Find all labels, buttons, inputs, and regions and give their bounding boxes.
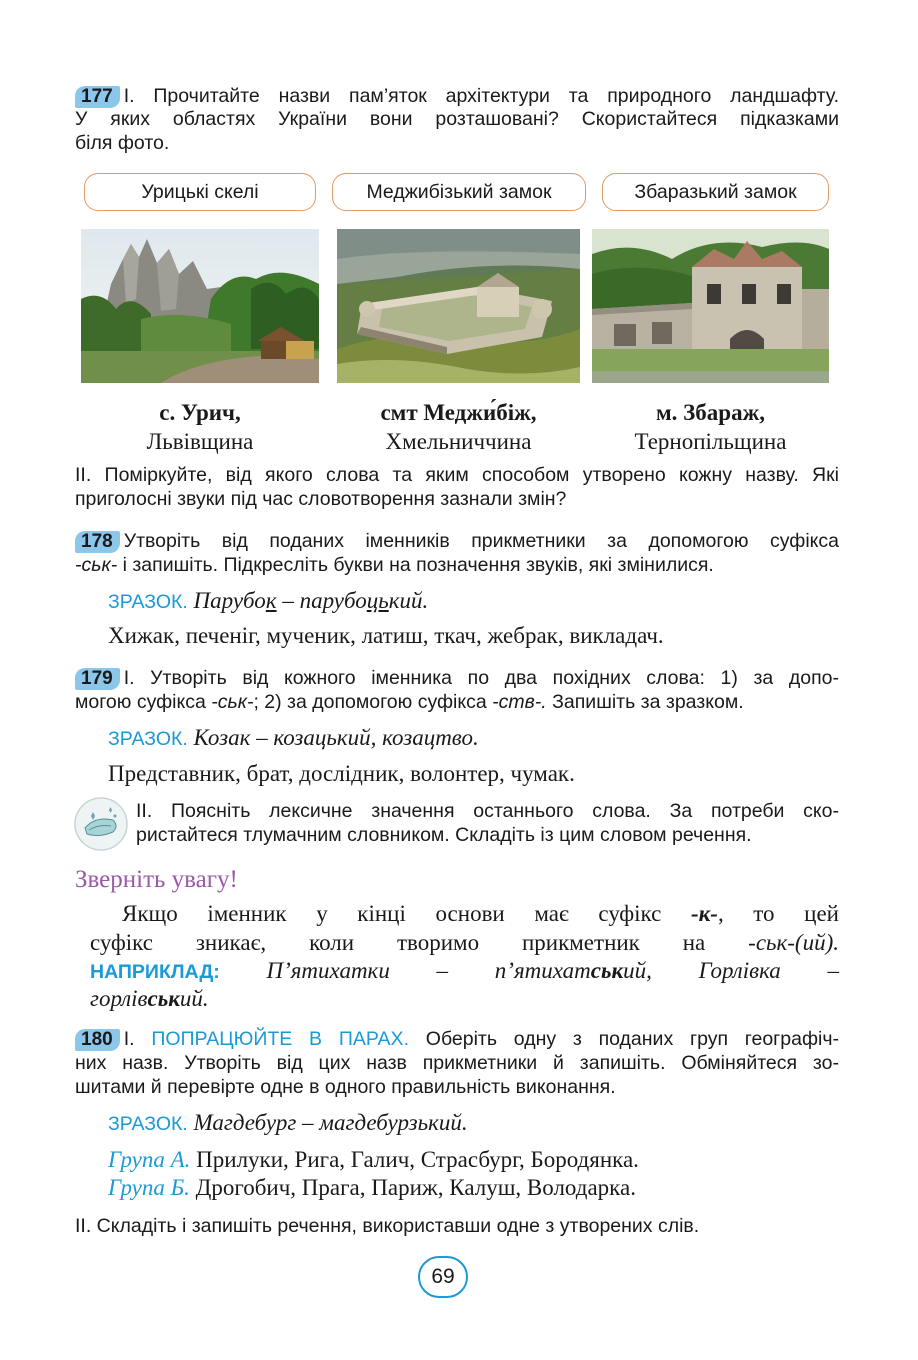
ex177-line2: У яких областях України вони розташовані? Скористайтеся підказками: [75, 108, 839, 130]
label-zbarazh-castle: Збаразький замок: [602, 173, 829, 211]
ex178-words: Хижак, печеніг, мученик, латиш, ткач, жебрак, викладач.: [108, 623, 664, 648]
label-urych-rocks: Урицькі скелі: [84, 173, 316, 211]
ex178-example: ЗРАЗОК. Парубок – парубоцький.: [108, 588, 429, 613]
ex179-example: ЗРАЗОК. Козак – козацький, козацтво.: [108, 725, 479, 750]
attention-line2: суфікс зникає, коли творимо прикметник на -ськ-(ий).: [90, 930, 839, 955]
ex180-group-a: Група А. Прилуки, Рига, Галич, Страсбург, Бородянка.: [108, 1147, 639, 1172]
exercise-number-180: 180: [75, 1029, 120, 1051]
ex179-line2: могою суфікса -ськ-; 2) за допомогою суфікса -ств-. Запишіть за зразком.: [75, 691, 744, 713]
exercise-number-179: 179: [75, 668, 120, 690]
ex180-example: ЗРАЗОК. Магдебург – магдебурзький.: [108, 1110, 468, 1135]
ex177-line1: 177 І. Прочитайте назви пам’яток архітектури та природного ландшафту.: [75, 84, 839, 108]
exercise-number-177: 177: [75, 86, 120, 108]
ex179-words: Представник, брат, дослідник, волонтер, чумак.: [108, 761, 575, 786]
ex180-line2: них назв. Утворіть від цих назв прикметники й запишіть. Обміняйтеся зо-: [75, 1052, 839, 1074]
ex177-part2-line2: приголосні звуки під час словотворення зазнали змін?: [75, 488, 567, 510]
page-number: 69: [418, 1256, 468, 1298]
ex179-part2-line2: ристайтеся тлумачним словником. Складіть із цим словом речення.: [136, 824, 752, 846]
ex179-line1: 179 І. Утворіть від кожного іменника по два похідних слова: 1) за допо-: [75, 666, 839, 690]
ex178-line2: -ськ- і запишіть. Підкресліть букви на позначення звуків, які змінилися.: [75, 554, 714, 576]
ex179-part2-line1: ІІ. Поясніть лексичне значення останнього слова. За потреби ско-: [136, 800, 839, 822]
ex180-group-b: Група Б. Дрогобич, Прага, Париж, Калуш, Володарка.: [108, 1175, 636, 1200]
dictionary-icon: [73, 796, 129, 852]
caption-urych: с. Урич, Львівщина: [146, 400, 254, 454]
ex178-line1: 178 Утворіть від поданих іменників прикметники за допомогою суфікса: [75, 529, 839, 553]
ex180-line3: шитами й перевірте одне в одного правильність виконання.: [75, 1076, 616, 1098]
ex177-part2-line1: ІІ. Поміркуйте, від якого слова та яким способом утворено кожну назву. Які: [75, 464, 839, 486]
label-medzhybizh-castle: Меджибізький замок: [332, 173, 586, 211]
caption-zbarazh: м. Збараж, Тернопільщина: [634, 400, 787, 454]
attention-line3: НАПРИКЛАД: П’ятихатки – п’ятихатський, Горлівка –: [90, 958, 840, 983]
attention-line1: Якщо іменник у кінці основи має суфікс -к-, то цей: [122, 901, 839, 926]
caption-medzhybizh: смт Меджи́біж, Хмельниччина: [380, 400, 537, 454]
ex180-line1: 180 І. ПОПРАЦЮЙТЕ В ПАРАХ. Оберіть одну з поданих груп географіч-: [75, 1027, 839, 1051]
ex180-part2: ІІ. Складіть і запишіть речення, використавши одне з утворених слів.: [75, 1215, 700, 1237]
attention-line4: горлівський.: [90, 986, 209, 1011]
exercise-number-178: 178: [75, 531, 120, 553]
photo-zbarazh-castle: [592, 229, 829, 383]
photo-urych-rocks: [81, 229, 319, 383]
photo-medzhybizh-castle: [337, 229, 580, 383]
attention-title: Зверніть увагу!: [75, 866, 238, 893]
ex177-line3: біля фото.: [75, 132, 170, 154]
